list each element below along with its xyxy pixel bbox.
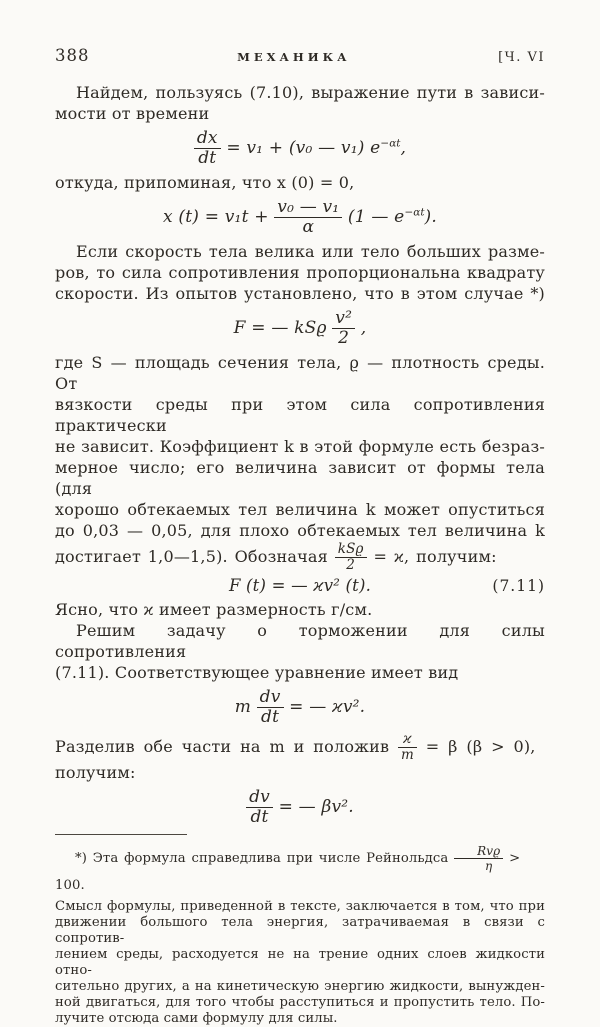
text-line: вязкости среды при этом сила сопротивления практически: [55, 395, 545, 435]
text-line: (7.11). Соответствующее уравнение имеет вид: [55, 663, 459, 682]
equation-tail: ).: [424, 207, 437, 227]
page-number: 388: [55, 46, 90, 65]
equation-tail: ,: [355, 318, 367, 338]
fraction-v0v1-alpha: $\frac{\text{v₀ — v₁}}{\alpha}$: [274, 200, 342, 235]
equation-dvdt-beta: [55, 787, 545, 827]
fraction-dv-dt: $\frac{dv}{dt}$: [257, 690, 284, 725]
exponent: −αt: [380, 137, 401, 150]
fraction-v2-2: $\frac{\text{v²}}{2}$: [332, 311, 355, 346]
fraction-ks-rho-2: $\frac{\text{kSϱ}}{2}$: [335, 543, 367, 572]
chapter-label: [Ч. VI: [498, 50, 545, 65]
equation-tail: = — ϰv².: [283, 697, 366, 717]
fraction-kappa-m: $\frac{ϰ}{m}$: [398, 733, 417, 762]
running-title: МЕХАНИКА: [237, 50, 351, 64]
text-line: не зависит. Коэффициент k в этой формуле есть безраз-: [55, 437, 545, 456]
text-segment: > 100.: [55, 851, 521, 893]
text-line-with-fraction: [55, 541, 545, 572]
footnote-line: лучите отсюда сами формулу для силы.: [55, 1011, 338, 1026]
text-line: где S — площадь сечения тела, ϱ — плотность среды. От: [55, 353, 545, 393]
equation-xt: [55, 197, 545, 237]
equation-body: m: [234, 697, 257, 717]
running-head: [55, 46, 545, 65]
footnote-line: движении большого тела энергия, затрачиваемая в связи с сопротив-: [55, 915, 545, 946]
text-line: получим:: [55, 763, 136, 782]
fraction-dx-dt: $\frac{dx}{dt}$: [194, 131, 221, 166]
equation-7-11: [55, 575, 545, 597]
text-line: мости от времени: [55, 104, 210, 123]
footnote-line: Смысл формулы, приведенной в тексте, заключается в том, что при: [55, 899, 545, 914]
text-line: Решим задачу о торможении для силы сопротивления: [55, 621, 545, 661]
equation-body: = v₁ + (v₀ — v₁) e: [220, 138, 381, 158]
footnote: [55, 834, 545, 1027]
fraction-reynolds: $\frac{\text{Rvϱ}}{\eta}$: [454, 845, 503, 872]
text-line: откуда, припоминая, что x (0) = 0,: [55, 173, 355, 192]
footnote-line: сительно других, а на кинетическую энергию жидкости, вынужден-: [55, 979, 545, 994]
fraction-dv-dt: $\frac{dv}{dt}$: [246, 790, 273, 825]
text-line: скорости. Из опытов установлено, что в этом случае *): [55, 284, 545, 303]
equation-m-dvdt: [55, 687, 545, 727]
equation-tail: = — βv².: [272, 797, 354, 817]
footnote-line-with-fraction: [55, 845, 545, 899]
text-line: мерное число; его величина зависит от формы тела (для: [55, 458, 545, 498]
footnote-divider: [55, 834, 187, 835]
text-line: Найдем, пользуясь (7.10), выражение пути в зависи-: [76, 83, 545, 102]
text-segment: Разделив обе части на m и положив: [55, 737, 390, 756]
equation-body: x (t) = v₁t +: [163, 207, 275, 227]
text-segment: = β (β > 0),: [425, 737, 536, 756]
equation-drag-force: [55, 308, 545, 348]
text-line: хорошо обтекаемых тел величина k может опуститься: [55, 500, 545, 519]
text-segment: *) Эта формула справедлива при числе Рейнольдса: [75, 851, 449, 866]
text-line: Ясно, что ϰ имеет размерность г/см.: [55, 600, 373, 619]
text-line-with-fraction: [55, 731, 545, 762]
equation-body: (1 — e: [342, 207, 405, 227]
exponent: −αt: [404, 206, 425, 219]
footnote-line: лением среды, расходуется не на трение одних слоев жидкости отно-: [55, 947, 545, 978]
footnote-line: ной двигаться, для того чтобы расступиться и пропустить тело. По-: [55, 995, 545, 1010]
text-line: до 0,03 — 0,05, для плохо обтекаемых тел величина k: [55, 521, 545, 540]
equation-body: F (t) = — ϰv² (t).: [228, 576, 372, 595]
equation-body: F = — kSϱ: [233, 318, 333, 338]
equation-dxdt: [55, 128, 545, 168]
text-segment: = ϰ, получим:: [373, 547, 497, 566]
equation-number: (7.11): [492, 577, 545, 595]
text-segment: достигает 1,0—1,5). Обозначая: [55, 547, 328, 566]
equation-tail: ,: [400, 138, 407, 158]
text-line: Если скорость тела велика или тело больших разме-: [76, 242, 545, 261]
text-line: ров, то сила сопротивления пропорциональна квадрату: [55, 263, 545, 282]
